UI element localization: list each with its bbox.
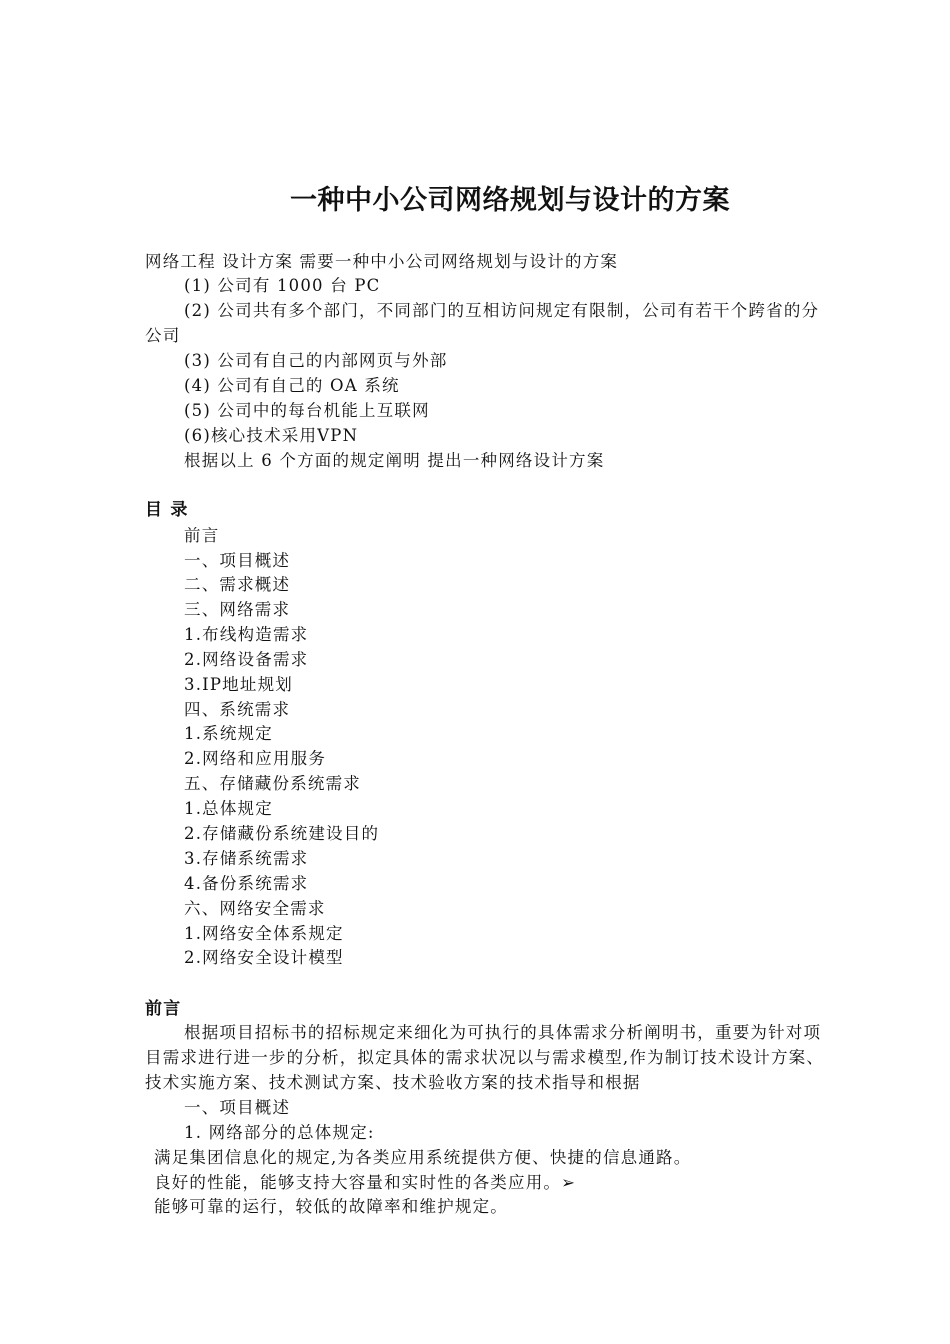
toc-entry: 3.IP地址规划: [184, 675, 293, 694]
preface-heading: 前言: [145, 999, 182, 1019]
toc-entry: 2.网络安全设计模型: [184, 948, 344, 967]
toc-entry: 3.存储系统需求: [184, 849, 309, 868]
preface-bullet: 能够可靠的运行，较低的故障率和维护规定。: [154, 1197, 508, 1216]
toc-entry: 五、存储藏份系统需求: [184, 774, 361, 793]
preface-bullet: 良好的性能，能够支持大容量和实时性的各类应用。➢: [154, 1173, 577, 1192]
toc-entry: 四、系统需求: [184, 700, 291, 719]
toc-entry: 1.网络安全体系规定: [184, 924, 344, 943]
preface-bullet: 满足集团信息化的规定,为各类应用系统提供方便、快捷的信息通路。: [154, 1148, 692, 1167]
toc-entry: 三、网络需求: [184, 600, 291, 619]
toc-entry: 前言: [184, 526, 220, 545]
toc-heading: 目 录: [145, 500, 189, 520]
intro-item-3: (3) 公司有自己的内部网页与外部: [184, 351, 448, 370]
intro-item-2-cont: 公司: [145, 326, 181, 345]
intro-item-6: (6)核心技术采用VPN: [184, 426, 359, 445]
intro-item-4: (4) 公司有自己的 OA 系统: [184, 376, 400, 395]
toc-entry: 1.总体规定: [184, 799, 273, 818]
toc-entry: 1.布线构造需求: [184, 625, 309, 644]
intro-conclusion: 根据以上 6 个方面的规定阐明 提出一种网络设计方案: [184, 451, 605, 470]
intro-item-5: (5) 公司中的每台机能上互联网: [184, 401, 430, 420]
document-title: 一种中小公司网络规划与设计的方案: [290, 185, 730, 216]
toc-entry: 二、需求概述: [184, 575, 291, 594]
preface-paragraph-line: 目需求进行进一步的分析，拟定具体的需求状况以与需求模型,作为制订技术设计方案、: [145, 1048, 825, 1067]
toc-entry: 4.备份系统需求: [184, 874, 309, 893]
preface-paragraph-line: 技术实施方案、技术测试方案、技术验收方案的技术指导和根据: [145, 1073, 641, 1092]
preface-paragraph-line: 根据项目招标书的招标规定来细化为可执行的具体需求分析阐明书，重要为针对项: [184, 1023, 822, 1042]
toc-entry: 2.存储藏份系统建设目的: [184, 824, 380, 843]
toc-entry: 1.系统规定: [184, 724, 273, 743]
preface-subsection: 1. 网络部分的总体规定:: [184, 1123, 375, 1142]
toc-entry: 2.网络设备需求: [184, 650, 309, 669]
toc-entry: 2.网络和应用服务: [184, 749, 327, 768]
intro-topic: 网络工程 设计方案 需要一种中小公司网络规划与设计的方案: [145, 252, 619, 271]
intro-item-1: (1) 公司有 1000 台 PC: [184, 276, 381, 295]
preface-section: 一、项目概述: [184, 1098, 291, 1117]
intro-item-2: (2) 公司共有多个部门，不同部门的互相访问规定有限制，公司有若干个跨省的分: [184, 301, 820, 320]
toc-entry: 六、网络安全需求: [184, 899, 326, 918]
toc-entry: 一、项目概述: [184, 551, 291, 570]
